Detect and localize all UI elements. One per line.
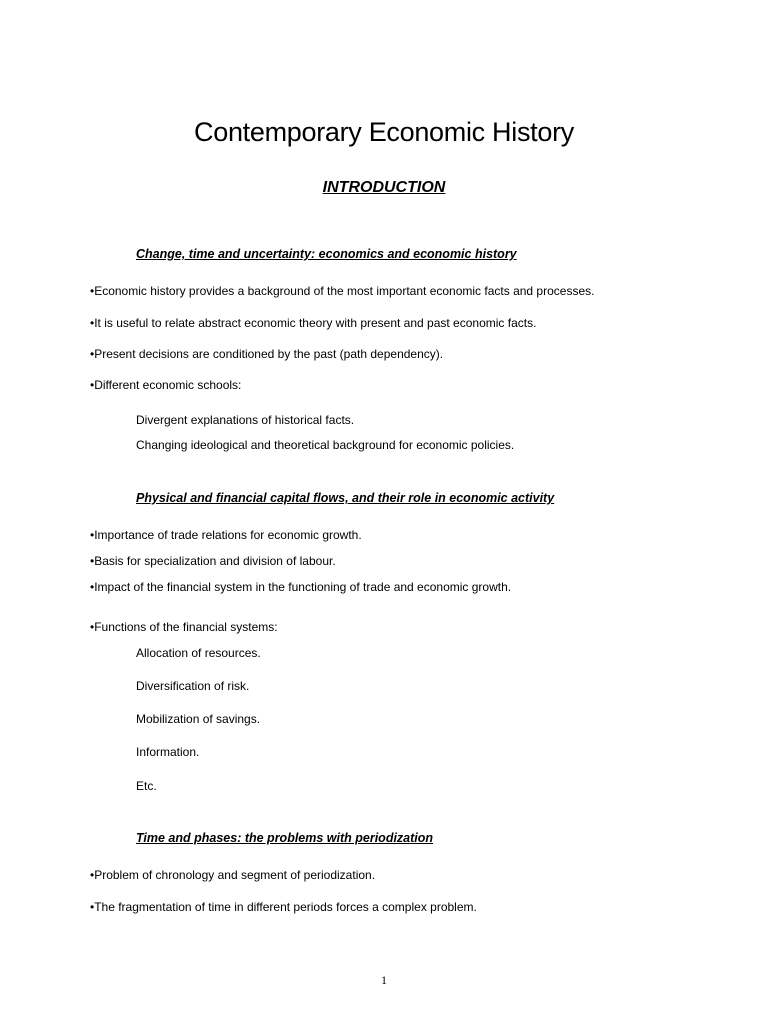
- sub-item: Mobilization of savings.: [136, 712, 261, 726]
- sub-item: Allocation of resources.: [136, 646, 261, 660]
- sub-item: Information.: [136, 745, 200, 759]
- bullet-item: •The fragmentation of time in different periods forces a complex problem.: [90, 900, 477, 914]
- bullet-item: •Functions of the financial systems:: [90, 620, 278, 634]
- sub-item: Diversification of risk.: [136, 679, 250, 693]
- bullet-item: •Problem of chronology and segment of periodization.: [90, 868, 376, 882]
- bullet-item: •Different economic schools:: [90, 378, 242, 392]
- sub-item: Etc.: [136, 779, 157, 793]
- section-heading: Time and phases: the problems with periodization: [136, 831, 434, 845]
- page-number: 1: [381, 973, 387, 987]
- bullet-item: •Importance of trade relations for economic growth.: [90, 528, 362, 542]
- sub-item: Divergent explanations of historical facts.: [136, 413, 355, 427]
- bullet-item: •Economic history provides a background of the most important economic facts and processes.: [90, 284, 595, 298]
- section-heading: Physical and financial capital flows, and their role in economic activity: [136, 491, 555, 505]
- bullet-item: •Present decisions are conditioned by the past (path dependency).: [90, 347, 444, 361]
- bullet-item: •Impact of the financial system in the functioning of trade and economic growth.: [90, 580, 512, 594]
- bullet-item: •It is useful to relate abstract economic theory with present and past economic facts.: [90, 316, 537, 330]
- bullet-item: •Basis for specialization and division of labour.: [90, 554, 336, 568]
- sub-item: Changing ideological and theoretical background for economic policies.: [136, 438, 515, 452]
- document-title: Contemporary Economic History: [194, 117, 574, 147]
- introduction-heading: INTRODUCTION: [322, 179, 446, 196]
- section-heading: Change, time and uncertainty: economics and economic history: [136, 247, 517, 261]
